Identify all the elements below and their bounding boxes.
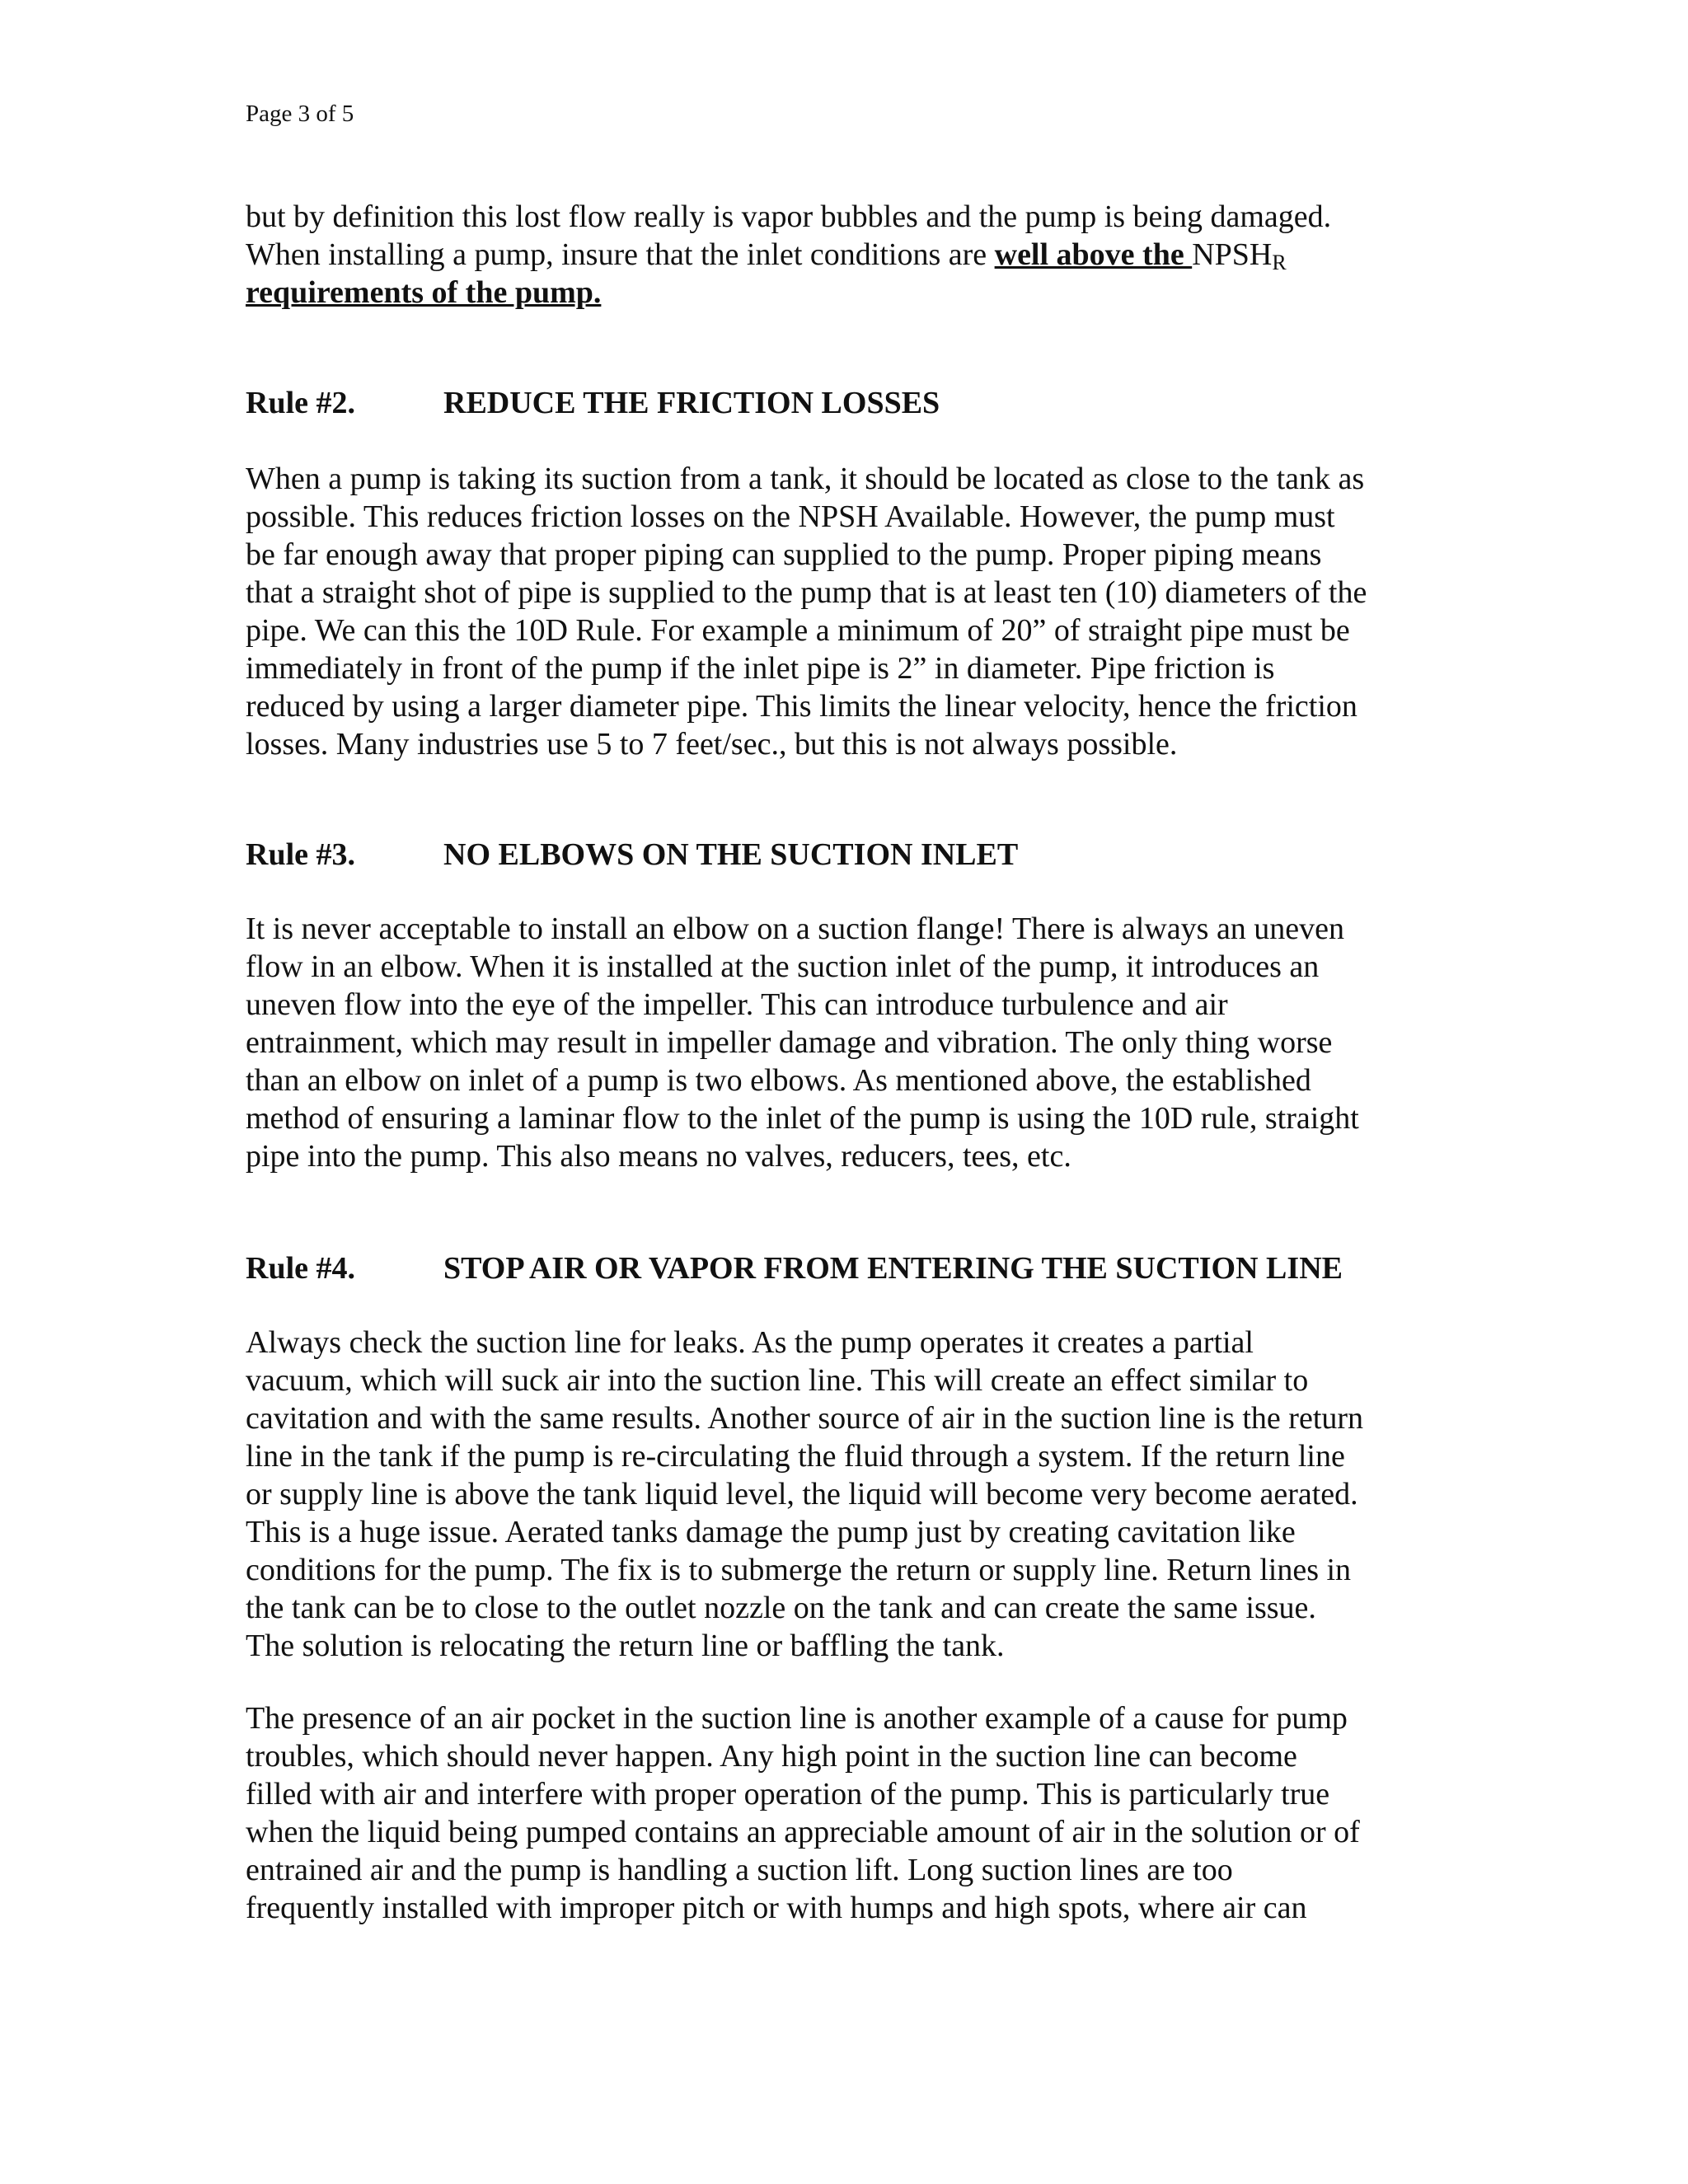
intro-emphasis-well-above: well above the xyxy=(994,237,1193,272)
intro-line-3 xyxy=(246,274,1331,312)
rule-4-p1-line: This is a huge issue. Aerated tanks damage the pump just by creating cavitation like xyxy=(246,1515,1296,1549)
rule-4-p1-line: vacuum, which will suck air into the suction line. This will create an effect similar to xyxy=(246,1363,1309,1398)
rule-4-p2-line: when the liquid being pumped contains an appreciable amount of air in the solution or of xyxy=(246,1815,1360,1849)
rule-2-line: pipe. We can this the 10D Rule. For example a minimum of 20” of straight pipe must be xyxy=(246,613,1350,648)
rule-4-heading xyxy=(246,1249,1343,1287)
rule-3-title: NO ELBOWS ON THE SUCTION INLET xyxy=(443,837,1019,872)
npsh-subscript: R xyxy=(1272,251,1287,274)
rule-3-line: uneven flow into the eye of the impeller. This can introduce turbulence and air xyxy=(246,987,1228,1022)
rule-2-paragraph xyxy=(246,460,1367,763)
rule-3-line: It is never acceptable to install an elbow on a suction flange! There is always an uneven xyxy=(246,912,1345,946)
rule-4-p1-line: Always check the suction line for leaks. As the pump operates it creates a partial xyxy=(246,1325,1254,1360)
rule-2-line: be far enough away that proper piping can supplied to the pump. Proper piping means xyxy=(246,537,1322,572)
page-number: Page 3 of 5 xyxy=(246,101,354,127)
rule-4-p1-line: or supply line is above the tank liquid level, the liquid will become very become aerated. xyxy=(246,1477,1358,1511)
intro-line-2 xyxy=(246,236,1331,274)
intro-paragraph xyxy=(246,198,1331,312)
rule-2-label: Rule #2. xyxy=(246,386,355,420)
rule-2-line: that a straight shot of pipe is supplied to the pump that is at least ten (10) diameters of the xyxy=(246,575,1367,610)
rule-4-p2-line: frequently installed with improper pitch or with humps and high spots, where air can xyxy=(246,1891,1307,1925)
rule-4-p2-line: The presence of an air pocket in the suction line is another example of a cause for pump xyxy=(246,1701,1348,1736)
npsh-term: NPSH xyxy=(1192,237,1273,272)
rule-4-p2-line: entrained air and the pump is handling a suction lift. Long suction lines are too xyxy=(246,1853,1233,1887)
rule-3-heading xyxy=(246,836,1018,874)
rule-3-line: pipe into the pump. This also means no valves, reducers, tees, etc. xyxy=(246,1139,1071,1174)
rule-2-line: possible. This reduces friction losses on the NPSH Available. However, the pump must xyxy=(246,499,1335,534)
intro-line-1: but by definition this lost flow really is vapor bubbles and the pump is being damaged. xyxy=(246,199,1332,234)
rule-3-line: method of ensuring a laminar flow to the inlet of the pump is using the 10D rule, straight xyxy=(246,1101,1359,1136)
rule-2-line: When a pump is taking its suction from a tank, it should be located as close to the tank as xyxy=(246,462,1365,496)
rule-3-line: than an elbow on inlet of a pump is two elbows. As mentioned above, the established xyxy=(246,1063,1311,1098)
rule-4-label: Rule #4. xyxy=(246,1251,355,1286)
rule-4-p1-line: The solution is relocating the return line or baffling the tank. xyxy=(246,1629,1005,1663)
rule-4-title: STOP AIR OR VAPOR FROM ENTERING THE SUCTION LINE xyxy=(443,1251,1343,1286)
rule-3-paragraph xyxy=(246,910,1359,1175)
rule-2-line: immediately in front of the pump if the inlet pipe is 2” in diameter. Pipe friction is xyxy=(246,651,1275,686)
rule-4-p1-line: cavitation and with the same results. Another source of air in the suction line is the return xyxy=(246,1401,1364,1436)
rule-2-title: REDUCE THE FRICTION LOSSES xyxy=(443,386,940,420)
rule-4-p2-line: filled with air and interfere with proper operation of the pump. This is particularly true xyxy=(246,1777,1330,1811)
intro-emphasis-requirements: requirements of the pump. xyxy=(246,275,602,310)
rule-4-paragraph-1 xyxy=(246,1324,1363,1665)
rule-4-p1-line: the tank can be to close to the outlet nozzle on the tank and can create the same issue. xyxy=(246,1591,1316,1625)
rule-3-line: entrainment, which may result in impeller damage and vibration. The only thing worse xyxy=(246,1025,1333,1060)
rule-3-label: Rule #3. xyxy=(246,837,355,872)
rule-2-line: reduced by using a larger diameter pipe. This limits the linear velocity, hence the friction xyxy=(246,689,1357,724)
rule-4-p2-line: troubles, which should never happen. Any high point in the suction line can become xyxy=(246,1739,1297,1774)
rule-4-p1-line: line in the tank if the pump is re-circulating the fluid through a system. If the return line xyxy=(246,1439,1345,1474)
intro-line-2-prefix: When installing a pump, insure that the inlet conditions are xyxy=(246,237,995,272)
rule-3-line: flow in an elbow. When it is installed at the suction inlet of the pump, it introduces an xyxy=(246,949,1320,984)
rule-4-paragraph-2 xyxy=(246,1699,1360,1927)
rule-2-heading xyxy=(246,384,940,422)
rule-4-p1-line: conditions for the pump. The fix is to submerge the return or supply line. Return lines in xyxy=(246,1553,1352,1587)
rule-2-line: losses. Many industries use 5 to 7 feet/sec., but this is not always possible. xyxy=(246,727,1178,762)
